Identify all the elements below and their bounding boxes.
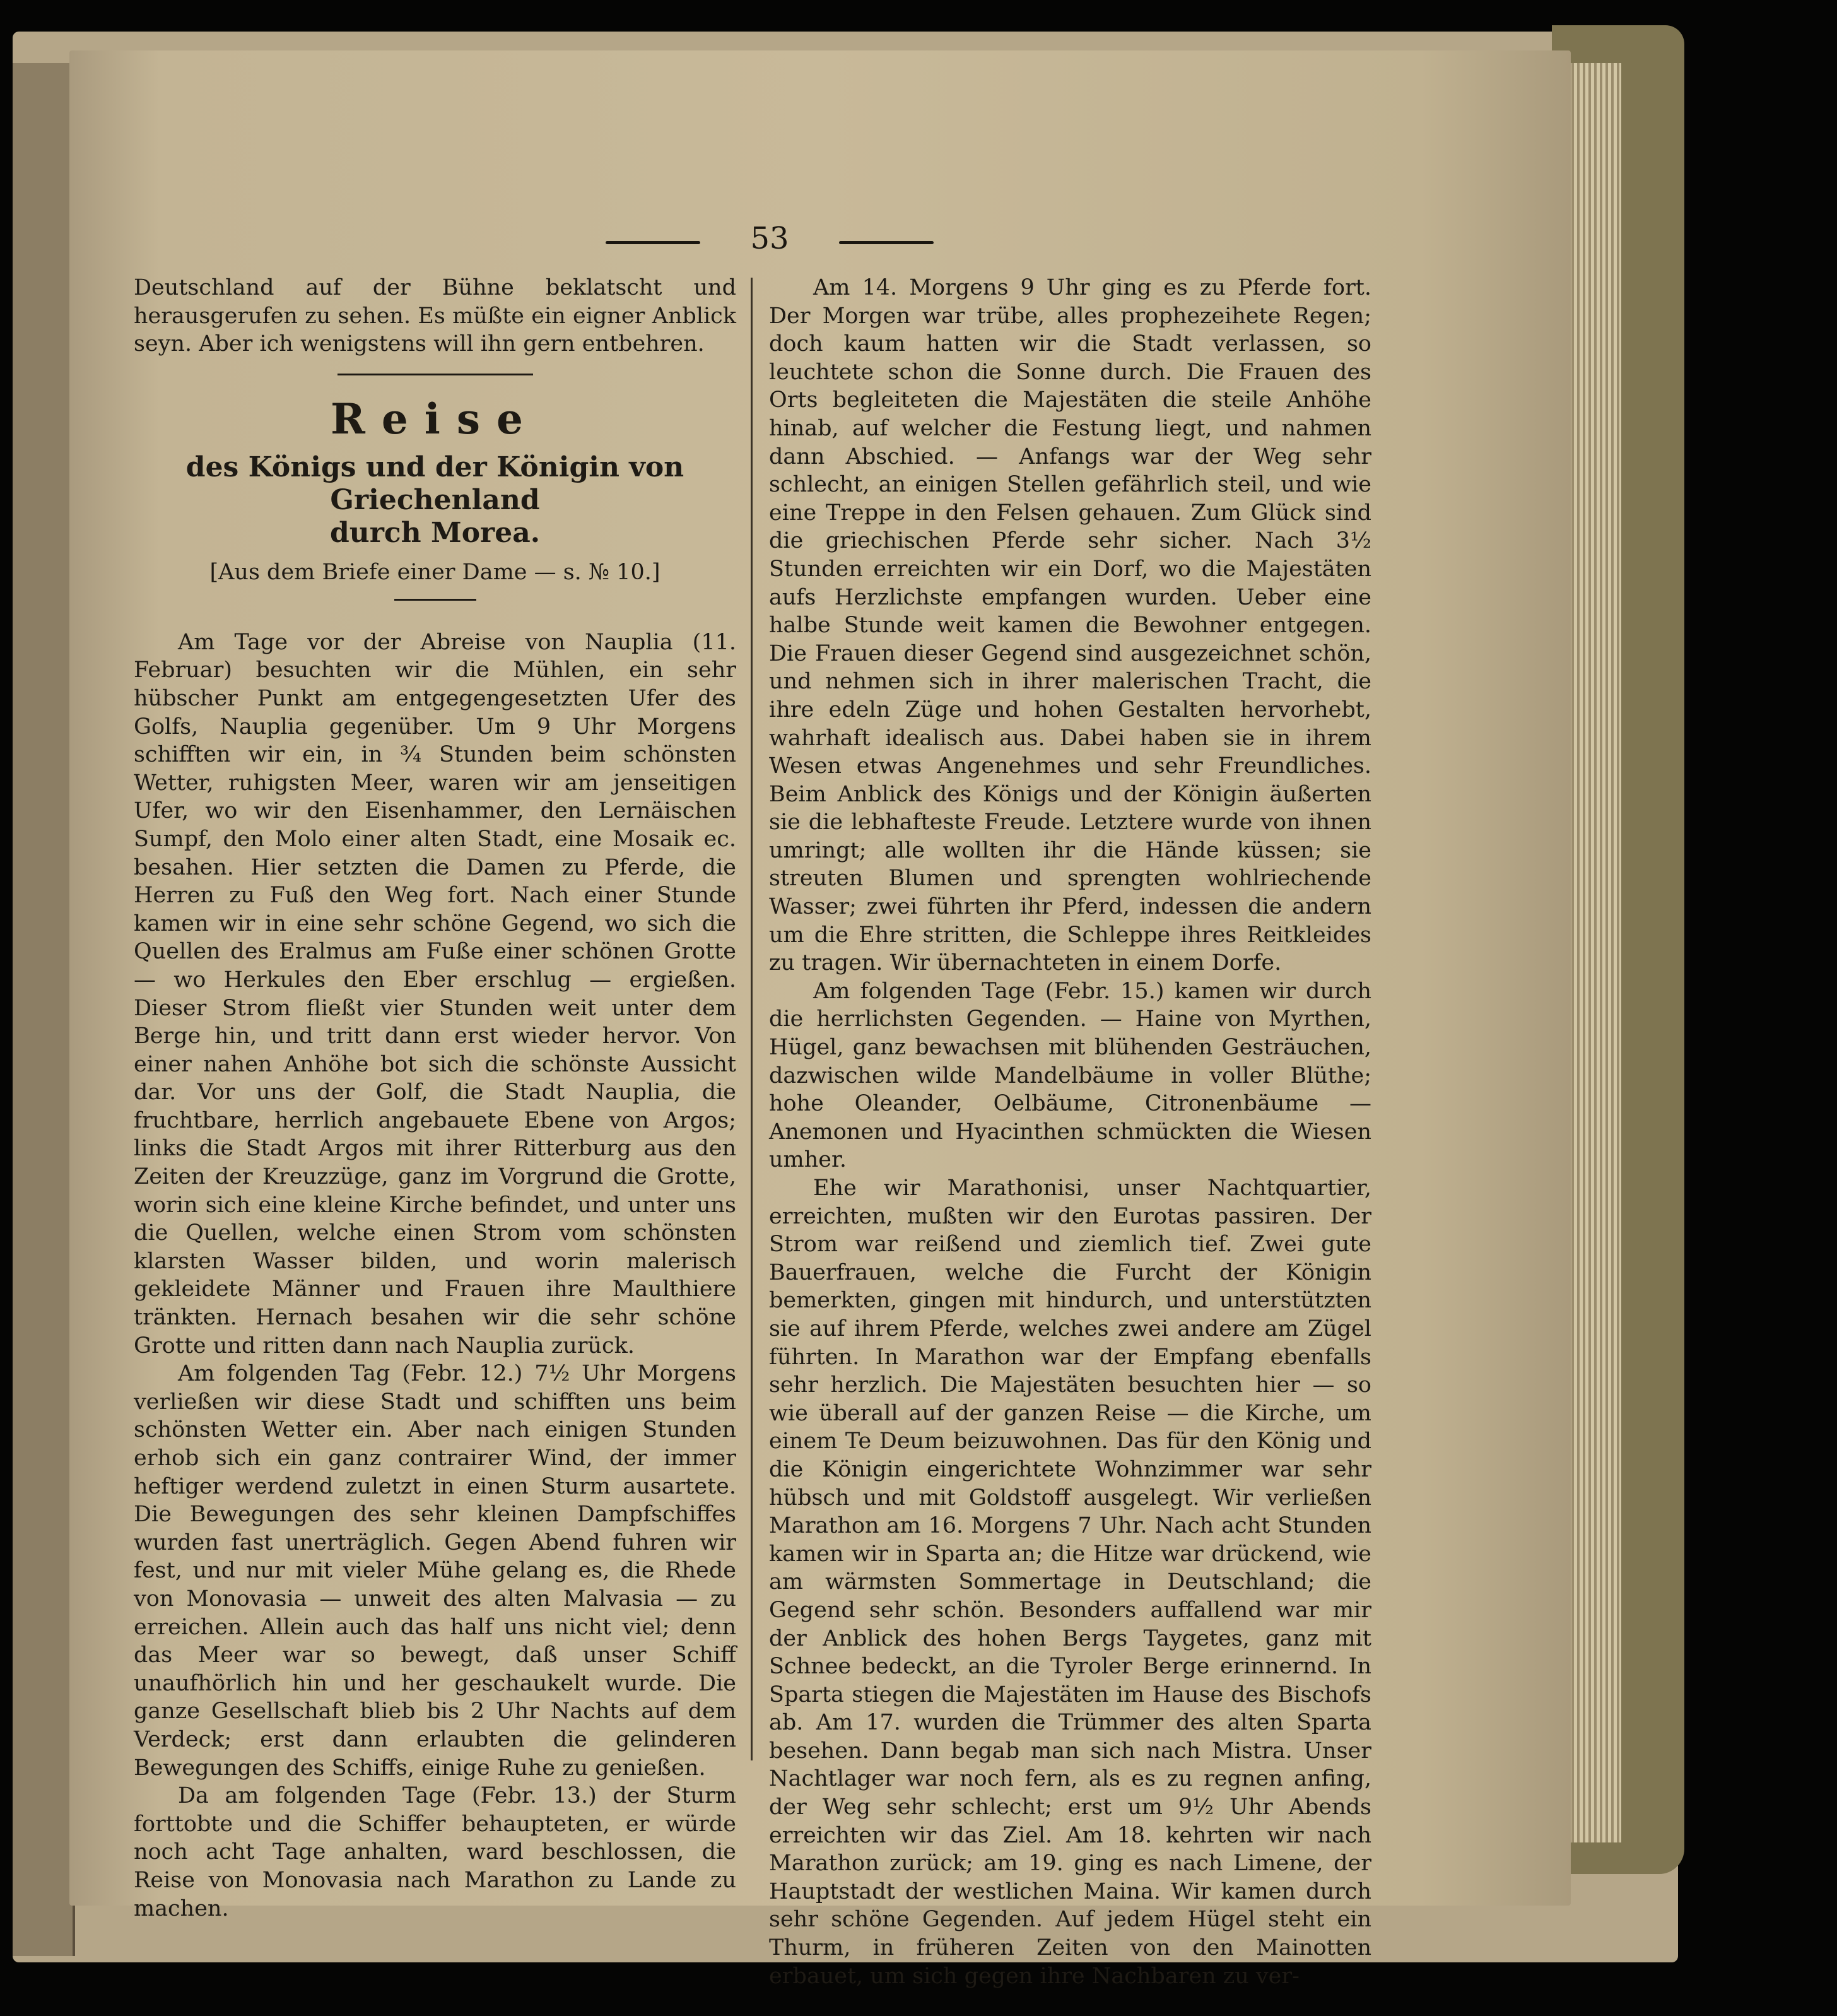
article-subtitle-line2: durch Morea. [329,516,541,549]
article-title: Reise [330,394,540,444]
column-divider [751,278,753,1760]
left-page-edge [13,63,75,1956]
paragraph: Am 14. Morgens 9 Uhr ging es zu Pferde fort. Der Morgen war trübe, alles prophezeihete Regen; doch kaum hatten wir die Stadt verlassen, so leuchtete schon die Sonne durch. Die Frauen des Orts begleiteten die Majestäten die steile Anhöhe hinab, auf welcher die Festung liegt, und nahmen dann Abschied. — Anfangs war der Weg sehr schlecht, an einigen Stellen gefährlich steil, und wie eine Treppe in den Felsen gehauen. Zum Glück sind die griechischen Pferde sehr sicher. Nach 3½ Stunden erreichten wir ein Dorf, wo die Majestäten aufs Herzlichste empfangen wurden. Ueber eine halbe Stunde weit kamen die Bewohner entgegen. Die Frauen dieser Gegend sind ausgezeichnet schön, und nehmen sich in ihrer malerischen Tracht, die ihre edeln Züge und hohen Gestalten hervorhebt, wahrhaft idealisch aus. Dabei haben sie in ihrem Wesen etwas Angenehmes und sehr Freundliches. Beim Anblick des Königs und der Königin äußerten sie die lebhafteste Freude. Letztere wurde von ihnen umringt; alle wollten ihr die Hände küssen; sie streuten Blumen und sprengten wohlriechende Wasser; zwei führten ihr Pferd, indessen die andern um die Ehre stritten, die Schleppe ihres Reitkleides zu tragen. Wir übernachteten in einem Dorfe. [769,275,1371,976]
paragraph: Ehe wir Marathonisi, unser Nachtquartier, erreichten, mußten wir den Eurotas passiren. Der Strom war reißend und ziemlich tief. Zwei gute Bauerfrauen, welche die Furcht der Königin bemerkten, gingen mit hindurch, und unterstützten sie auf ihrem Pferde, welches zwei andere am Zügel führten. In Marathon war der Empfang ebenfalls sehr herzlich. Die Majestäten besuchten hier — so wie überall auf der ganzen Reise — die Kirche, um einem Te Deum beizuwohnen. Das für den König und die Königin eingerichtete Wohnzimmer war sehr hübsch und mit Goldstoff ausgelegt. Wir verließen Marathon am 16. Morgens 7 Uhr. Nach acht Stunden kamen wir in Sparta an; die Hitze war drückend, wie am wärmsten Sommertage in Deutschland; die Gegend sehr schön. Besonders auffallend war mir der Anblick des hohen Bergs Taygetes, ganz mit Schnee bedeckt, an die Tyroler Berge erinnernd. In Sparta stiegen die Majestäten im Hause des Bischofs ab. Am 17. wurden die Trümmer des alten Sparta besehen. Dann begab man sich nach Mistra. Unser Nachtlager war noch fern, als es zu regnen anfing, der Weg sehr schlecht; erst um 9½ Uhr Abends erreichten wir das Ziel. Am 18. kehrten wir nach Marathon zurück; am 19. ging es nach Limene, der Hauptstadt der westlichen Maina. Wir kamen durch sehr schöne Gegenden. Auf jedem Hügel steht ein Thurm, in früheren Zeiten von den Mainotten erbauet, um sich gegen ihre Nachbaren zu ver- [769,1176,1371,1989]
paragraph: Am folgenden Tag (Febr. 12.) 7½ Uhr Morgens verließen wir diese Stadt und schifften uns beim schönsten Wetter ein. Aber nach einigen Stunden erhob sich ein ganz contrairer Wind, der immer heftiger werdend zuletzt in einen Sturm ausartete. Die Bewegungen des sehr kleinen Dampfschiffes wurden fast unerträglich. Gegen Abend fuhren wir fest, und nur mit vieler Mühe gelang es, die Rhede von Monovasia — unweit des alten Malvasia — zu erreichen. Allein auch das half uns nicht viel; denn das Meer war so bewegt, daß unser Schiff unaufhörlich hin und her geschaukelt wurde. Die ganze Gesellschaft blieb bis 2 Uhr Nachts auf dem Verdeck; erst dann erlaubten die gelinderen Bewegungen des Schiffs, einige Ruhe zu genießen. [134,1361,736,1781]
title-rule [394,599,476,601]
page-header [606,221,934,265]
paragraph: Am Tage vor der Abreise von Nauplia (11. Februar) besuchten wir die Mühlen, ein sehr hübscher Punkt am entgegengesetzten Ufer des Golfs, Nauplia gegenüber. Um 9 Uhr Morgens schifften wir ein, in ¾ Stunden beim schönsten Wetter, ruhigsten Meer, waren wir am jenseitigen Ufer, wo wir den Eisenhammer, den Lernäischen Sumpf, den Molo einer alten Stadt, eine Mosaik ec. besahen. Hier setzten die Damen zu Pferde, die Herren zu Fuß den Weg fort. Nach einer Stunde kamen wir in eine sehr schöne Gegend, wo sich die Quellen des Eralmus am Fuße einer schönen Grotte — wo Herkules den Eber erschlug — ergießen. Dieser Strom fließt vier Stunden weit unter dem Berge hin, und tritt dann erst wieder hervor. Von einer nahen Anhöhe bot sich die schönste Aussicht dar. Vor uns der Golf, die Stadt Nauplia, die fruchtbare, herrlich angebauete Ebene von Argos; links die Stadt Argos mit ihrer Ritterburg aus den Zeiten der Kreuzzüge, ganz im Vorgrund die Grotte, worin sich eine kleine Kirche befindet, und unter uns die Quellen, welche einen Strom vom schönsten klarsten Wasser bilden, und worin malerisch gekleidete Männer und Frauen ihre Maulthiere tränkten. Hernach besahen wir die sehr schöne Grotte und ritten dann nach Nauplia zurück. [134,629,736,1359]
continuation-text: Deutschland auf der Bühne beklatscht und herausgerufen zu sehen. Es müßte ein eigner Anblick seyn. Aber ich wenigstens will ihn gern entbehren. [134,275,736,357]
paragraph: Am folgenden Tage (Febr. 15.) kamen wir durch die herrlichsten Gegenden. — Haine von Myrthen, Hügel, ganz bewachsen mit blühenden Gesträuchen, dazwischen wilde Mandelbäume in voller Blüthe; hohe Oleander, Oelbäume, Citronenbäume — Anemonen und Hyacinthen schmückten die Wiesen umher. [769,978,1371,1173]
left-column [134,274,736,1923]
section-rule [337,374,533,375]
header-rule-right [839,241,934,244]
article-subtitle-line1: des Königs und der Königin von Griechenland [185,451,684,516]
article-source: [Aus dem Briefe einer Dame — s. № 10.] [209,559,660,585]
page-number: 53 [750,221,789,256]
paragraph: Da am folgenden Tage (Febr. 13.) der Sturm forttobte und die Schiffer behaupteten, er würde noch acht Tage anhalten, ward beschlossen, die Reise von Monovasia nach Marathon zu Lande zu machen. [134,1783,736,1921]
right-column [769,274,1371,1990]
